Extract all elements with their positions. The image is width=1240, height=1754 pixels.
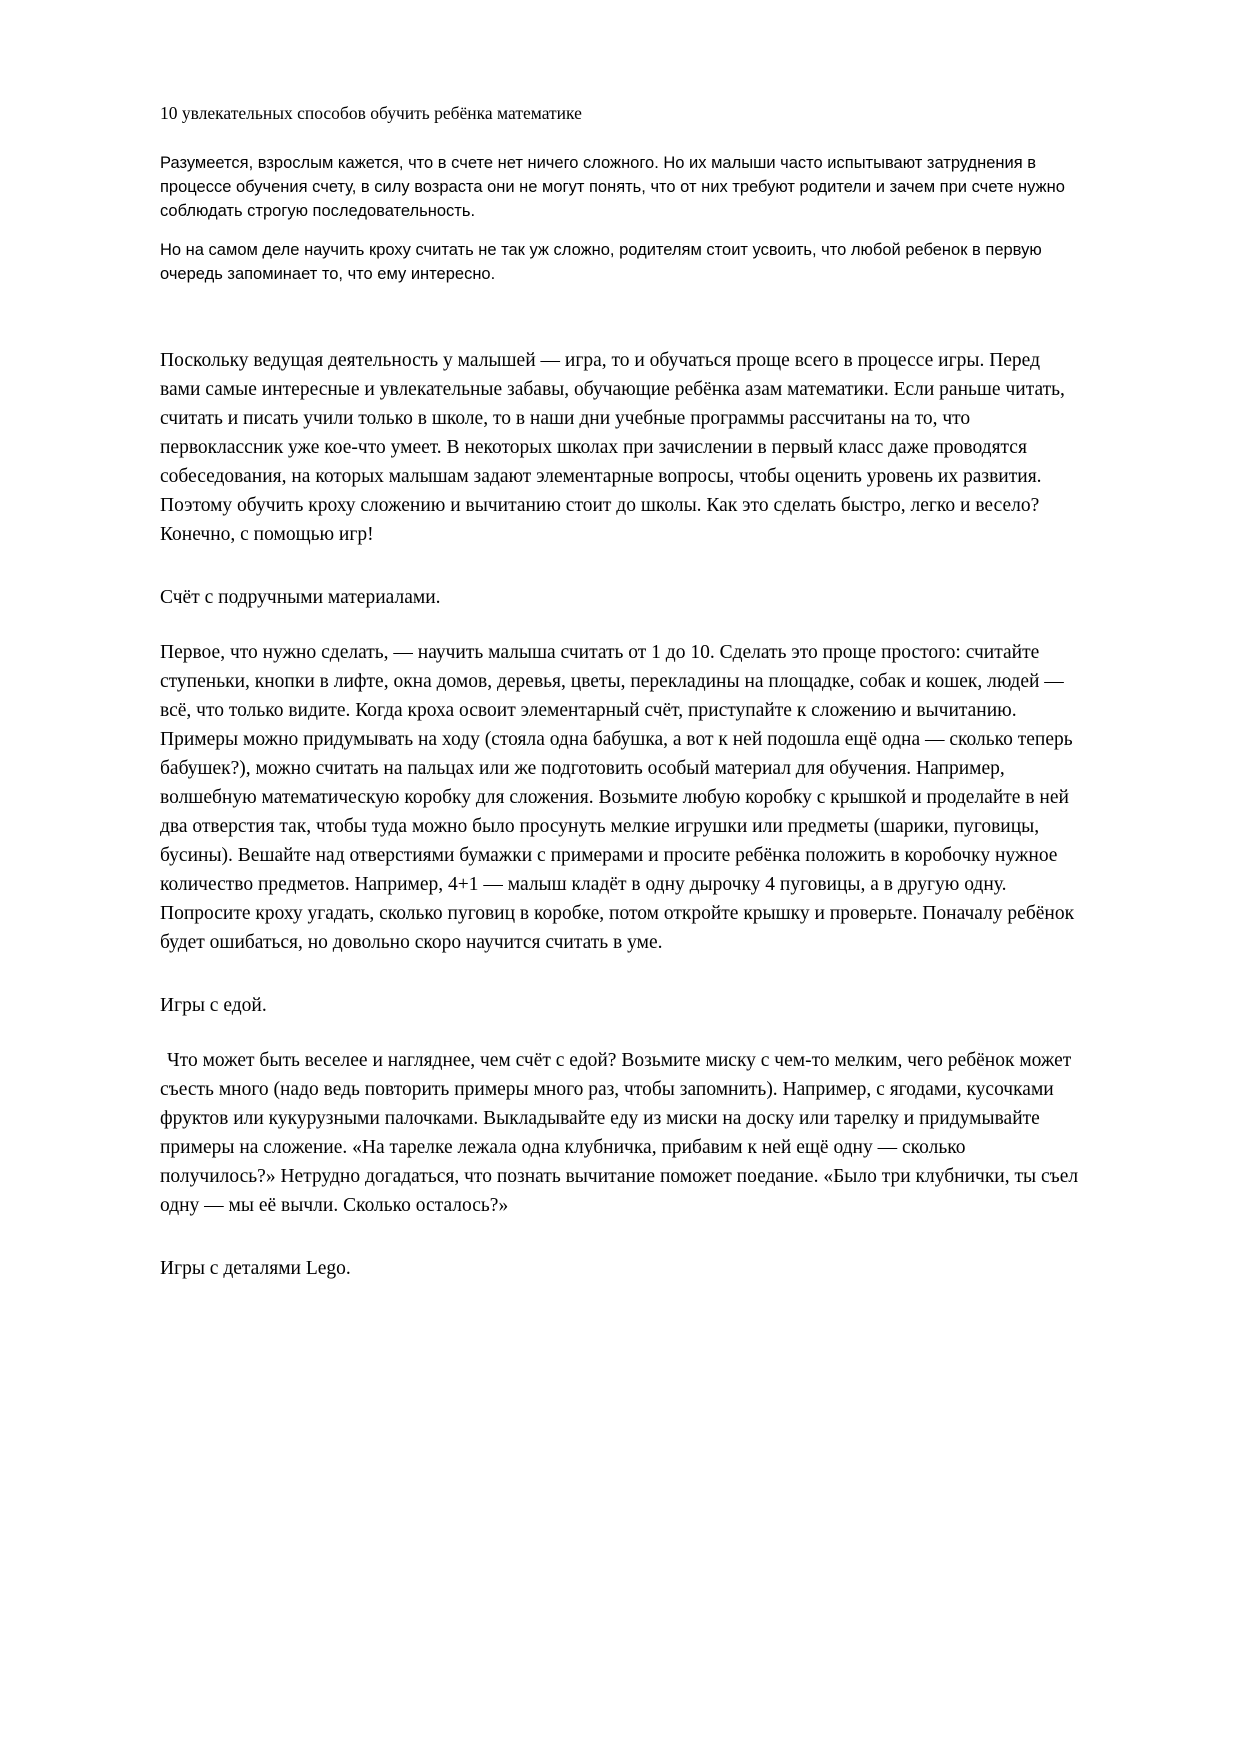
- section-heading-food: Игры с едой.: [160, 995, 267, 1016]
- intro-paragraph-1: Разумеется, взрослым кажется, что в счете нет ничего сложного. Но их малыши часто испытывают затруднения в процессе обучения счету, в силу возраста они не могут понять, что от них требуют родители и зачем при счете нужно соблюдать строгую последовательность.: [160, 154, 1065, 220]
- intro-paragraph-2: Но на самом деле научить кроху считать не так уж сложно, родителям стоит усвоить, что любой ребенок в первую очередь запоминает то, что ему интересно.: [160, 241, 1042, 283]
- document-title: 10 увлекательных способов обучить ребёнка математике: [160, 103, 582, 123]
- section-heading-materials: Счёт с подручными материалами.: [160, 587, 441, 608]
- section-heading-lego: Игры с деталями Lego.: [160, 1258, 351, 1279]
- section-paragraph-food: Что может быть веселее и нагляднее, чем счёт с едой? Возьмите миску с чем-то мелким, чего ребёнок может съесть много (надо ведь повторить примеры много раз, чтобы запомнить). Например, с ягодами, кусочками фруктов или кукурузными палочками. Выкладывайте еду из миски на доску или тарелку и придумывайте примеры на сложение. «На тарелке лежала одна клубничка, прибавим к ней ещё одну — сколько получилось?» Нетрудно догадаться, что познать вычитание поможет поедание. «Было три клубнички, ты съел одну — мы её вычли. Сколько осталось?»: [160, 1050, 1079, 1216]
- overview-paragraph: Поскольку ведущая деятельность у малышей — игра, то и обучаться проще всего в процессе игры. Перед вами самые интересные и увлекательные забавы, обучающие ребёнка азам математики. Если раньше читать, считать и писать учили только в школе, то в наши дни учебные программы рассчитаны на то, что первоклассник уже кое-что умеет. В некоторых школах при зачислении в первый класс даже проводятся собеседования, на которых малышам задают элементарные вопросы, чтобы оценить уровень их развития. Поэтому обучить кроху сложению и вычитанию стоит до школы. Как это сделать быстро, легко и весело? Конечно, с помощью игр!: [160, 350, 1065, 545]
- section-paragraph-materials: Первое, что нужно сделать, — научить малыша считать от 1 до 10. Сделать это проще простого: считайте ступеньки, кнопки в лифте, окна домов, деревья, цветы, перекладины на площадке, собак и кошек, людей — всё, что только видите. Когда кроха освоит элементарный счёт, приступайте к сложению и вычитанию. Примеры можно придумывать на ходу (стояла одна бабушка, а вот к ней подошла ещё одна — сколько теперь бабушек?), можно считать на пальцах или же подготовить особый материал для обучения. Например, волшебную математическую коробку для сложения. Возьмите любую коробку с крышкой и проделайте в ней два отверстия так, чтобы туда можно было просунуть мелкие игрушки или предметы (шарики, пуговицы, бусины). Вешайте над отверстиями бумажки с примерами и просите ребёнка положить в коробочку нужное количество предметов. Например, 4+1 — малыш кладёт в одну дырочку 4 пуговицы, а в другую одну. Попросите кроху угадать, сколько пуговиц в коробке, потом откройте крышку и проверьте. Поначалу ребёнок будет ошибаться, но довольно скоро научится считать в уме.: [160, 642, 1075, 953]
